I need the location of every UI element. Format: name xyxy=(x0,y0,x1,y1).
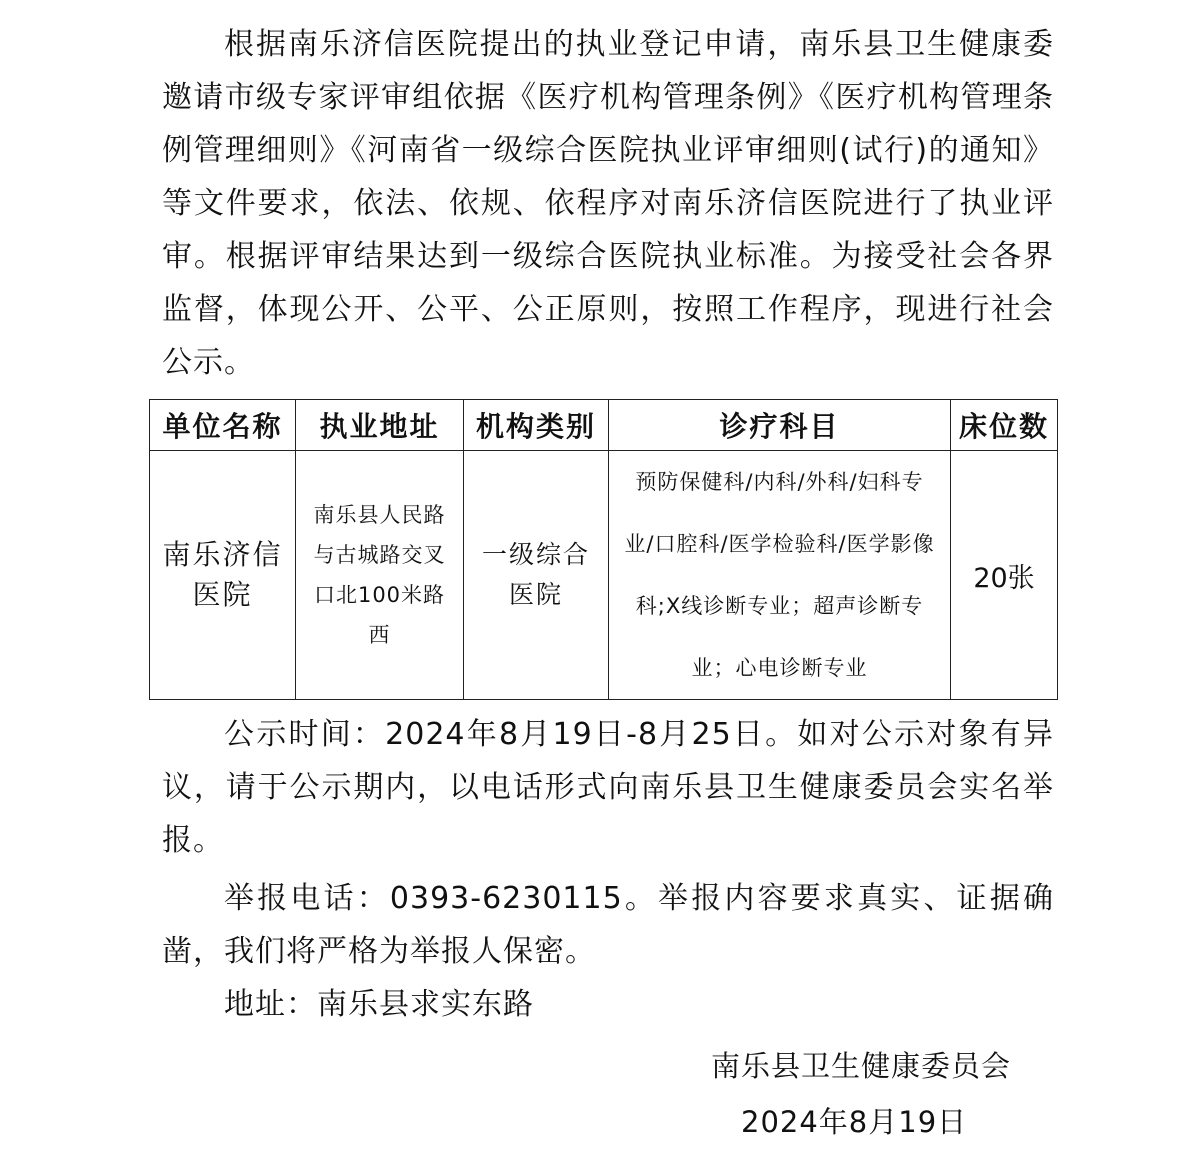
cell-category: 一级综合医院 xyxy=(464,451,609,700)
table-row xyxy=(150,451,1058,700)
publicity-period-paragraph: 公示时间：2024年8月19日-8月25日。如对公示对象有异议，请于公示期内，以电话形式向南乐县卫生健康委员会实名举报。 xyxy=(162,717,1054,858)
cell-departments: 预防保健科/内科/外科/妇科专业/口腔科/医学检验科/医学影像科;X线诊断专业；超声诊断专业；心电诊断专业 xyxy=(609,451,951,700)
hospital-info-table xyxy=(149,399,1058,700)
report-phone-paragraph: 举报电话：0393-6230115。举报内容要求真实、证据确凿，我们将严格为举报人保密。 xyxy=(162,881,1054,969)
signature-organization: 南乐县卫生健康委员会 xyxy=(711,1049,1012,1083)
table-header-row xyxy=(150,400,1058,451)
header-address: 执业地址 xyxy=(296,400,464,451)
signature-date: 2024年8月19日 xyxy=(741,1105,968,1139)
cell-beds: 20张 xyxy=(951,451,1058,700)
header-departments: 诊疗科目 xyxy=(609,400,951,451)
header-unit-name: 单位名称 xyxy=(150,400,296,451)
cell-address: 南乐县人民路与古城路交叉口北100米路西 xyxy=(296,451,464,700)
header-beds: 床位数 xyxy=(951,400,1058,451)
intro-paragraph: 根据南乐济信医院提出的执业登记申请，南乐县卫生健康委邀请市级专家评审组依据《医疗机构管理条例》《医疗机构管理条例管理细则》《河南省一级综合医院执业评审细则(试行)的通知》等文件要求，依法、依规、依程序对南乐济信医院进行了执业评审。根据评审结果达到一级综合医院执业标准。为接受社会各界监督，体现公开、公平、公正原则，按照工作程序，现进行社会公示。 xyxy=(162,27,1054,380)
header-category: 机构类别 xyxy=(464,400,609,451)
address-paragraph: 地址：南乐县求实东路 xyxy=(224,987,534,1022)
cell-unit-name: 南乐济信医院 xyxy=(150,451,296,700)
